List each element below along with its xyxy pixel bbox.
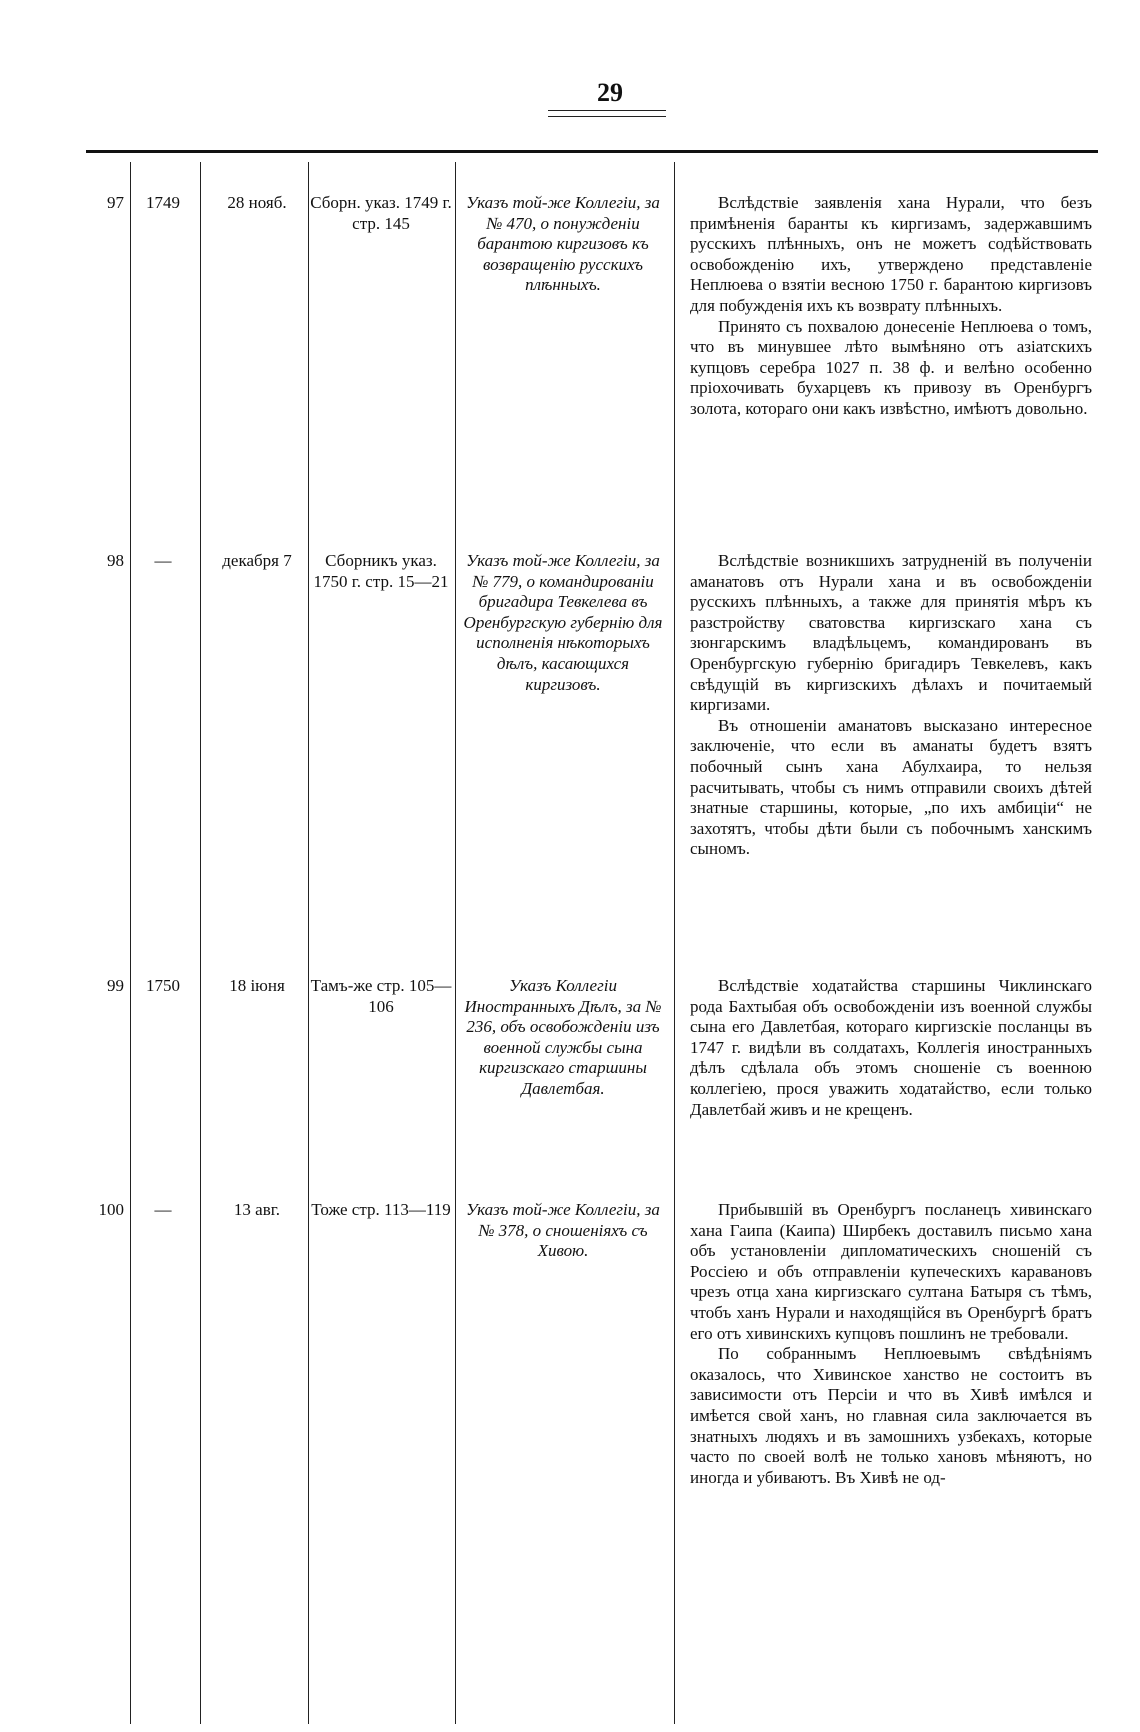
entry-paragraph: Вслѣдствіе заявленія хана Нурали, что безъ примѣненія баранты къ киргизамъ, задержавшимъ русскихъ плѣнныхъ, онъ не можетъ содѣйствовать освобожденію ихъ, утверждено представленіе Неплюева о взятіи весною 1750 г. барантою киргизовъ для побужденія ихъ къ возврату плѣнныхъ.: [690, 193, 1092, 315]
entry-year: 1749: [146, 193, 180, 212]
entry-paragraph: Вслѣдствіе ходатайства старшины Чиклинскаго рода Бахтыбая объ освобожденіи изъ военной службы сына его Давлетбая, котораго киргизскіе посланцы въ 1747 г. видѣли въ солдатахъ, Коллегія иностранныхъ дѣлъ сдѣлала объ этомъ сношеніе съ военною коллегіею, прося уважить ходатайство, если только Давлетбай живъ и не крещенъ.: [690, 976, 1092, 1119]
entry-number: 97: [107, 193, 124, 212]
table-top-rule: [86, 150, 1098, 153]
column-divider-source: [455, 162, 456, 1724]
entry-paragraph: Въ отношеніи аманатовъ высказано интересное заключеніе, что если въ аманаты будетъ взятъ побочный сынъ хана Абулхаира, то нельзя расчитывать, чтобы съ нимъ отправили своихъ дѣтей знатные старшины, которые, „по ихъ амбиціи“ не захотятъ, чтобы дѣти были съ побочнымъ ханскимъ сыномъ.: [690, 715, 1092, 859]
entry-number: 98: [107, 551, 124, 570]
entry-date: 28 нояб.: [227, 193, 287, 212]
entry-date: 18 іюня: [229, 976, 285, 995]
column-divider-date: [308, 162, 309, 1724]
entry-content: [690, 551, 1092, 860]
entry-source: Сборн. указ. 1749 г. стр. 145: [310, 193, 452, 233]
entry-content: [690, 193, 1092, 420]
entry-year: —: [154, 551, 172, 570]
page-number-rule-upper: [548, 110, 666, 111]
entry-year: —: [154, 1200, 172, 1219]
entry-source: Тоже стр. 113—119: [311, 1200, 451, 1219]
column-divider-title: [674, 162, 675, 1724]
entry-paragraph: По собраннымъ Неплюевымъ свѣдѣніямъ оказалось, что Хивинское ханство не состоитъ въ зависимости отъ Персіи и что въ Хивѣ имѣлся и имѣется свой ханъ, но главная сила заключается въ знатныхъ людяхъ и въ замошнихъ узбекахъ, которые часто по своей волѣ не только хановъ мѣняютъ, но иногда и убиваютъ. Въ Хивѣ не од-: [690, 1344, 1092, 1487]
column-divider-number: [130, 162, 131, 1724]
entry-content: [690, 976, 1092, 1120]
column-divider-year: [200, 162, 201, 1724]
entry-source: Сборникъ указ. 1750 г. стр. 15—21: [313, 551, 449, 591]
entry-paragraph: Прибывшій въ Оренбургъ посланецъ хивинскаго хана Гаипа (Каипа) Ширбекъ доставилъ письмо хана объ установленіи дипломатическихъ сношеній съ Россіею и объ отправленіи купеческихъ каравановъ чрезъ отца хана киргизскаго султана Батыря съ тѣмъ, чтобъ ханъ Нурали и находящійся въ Оренбургѣ братъ его отъ хивинскихъ купцовъ пошлинъ не требовали.: [690, 1200, 1092, 1343]
entry-number: 99: [107, 976, 124, 995]
entry-source: Тамъ-же стр. 105—106: [310, 976, 452, 1016]
page-number: 29: [597, 78, 623, 107]
page-number-rule-lower: [548, 116, 666, 117]
entry-year: 1750: [146, 976, 180, 995]
entry-title: Указъ той-же Коллегіи, за № 779, о командированіи бригадира Тевкелева въ Оренбургскую губернію для исполненія нѣкоторыхъ дѣлъ, касающихся киргизовъ.: [463, 551, 663, 694]
entry-content: [690, 1200, 1092, 1488]
entry-date: декабря 7: [222, 551, 292, 570]
entry-paragraph: Принято съ похвалою донесеніе Неплюева о томъ, что въ минувшее лѣто вымѣняно отъ азіатскихъ купцовъ серебра 1027 п. 38 ф. и велѣно особенно пріохочивать бухарцевъ къ привозу въ Оренбургъ золота, котораго они какъ извѣстно, имѣютъ довольно.: [690, 316, 1092, 418]
entry-title: Указъ Коллегіи Иностранныхъ Дѣлъ, за № 236, объ освобожденіи изъ военной службы сына киргизскаго старшины Давлетбая.: [464, 976, 662, 1098]
entry-title: Указъ той-же Коллегіи, за № 378, о сношеніяхъ съ Хивою.: [466, 1200, 660, 1261]
entry-paragraph: Вслѣдствіе возникшихъ затрудненій въ полученіи аманатовъ отъ Нурали хана и въ освобожденіи русскихъ плѣнныхъ, а также для принятія мѣръ къ разстройству сватовства киргизскаго хана съ зюнгарскимъ владѣльцемъ, командированъ въ Оренбургскую губернію бригадиръ Тевкелевъ, какъ свѣдущій въ киргизскихъ дѣлахъ и почитаемый киргизами.: [690, 551, 1092, 715]
entry-number: 100: [98, 1200, 124, 1219]
entry-title: Указъ той-же Коллегіи, за № 470, о понужденіи барантою киргизовъ къ возвращенію русскихъ плѣнныхъ.: [466, 193, 660, 295]
entry-date: 13 авг.: [233, 1200, 281, 1219]
